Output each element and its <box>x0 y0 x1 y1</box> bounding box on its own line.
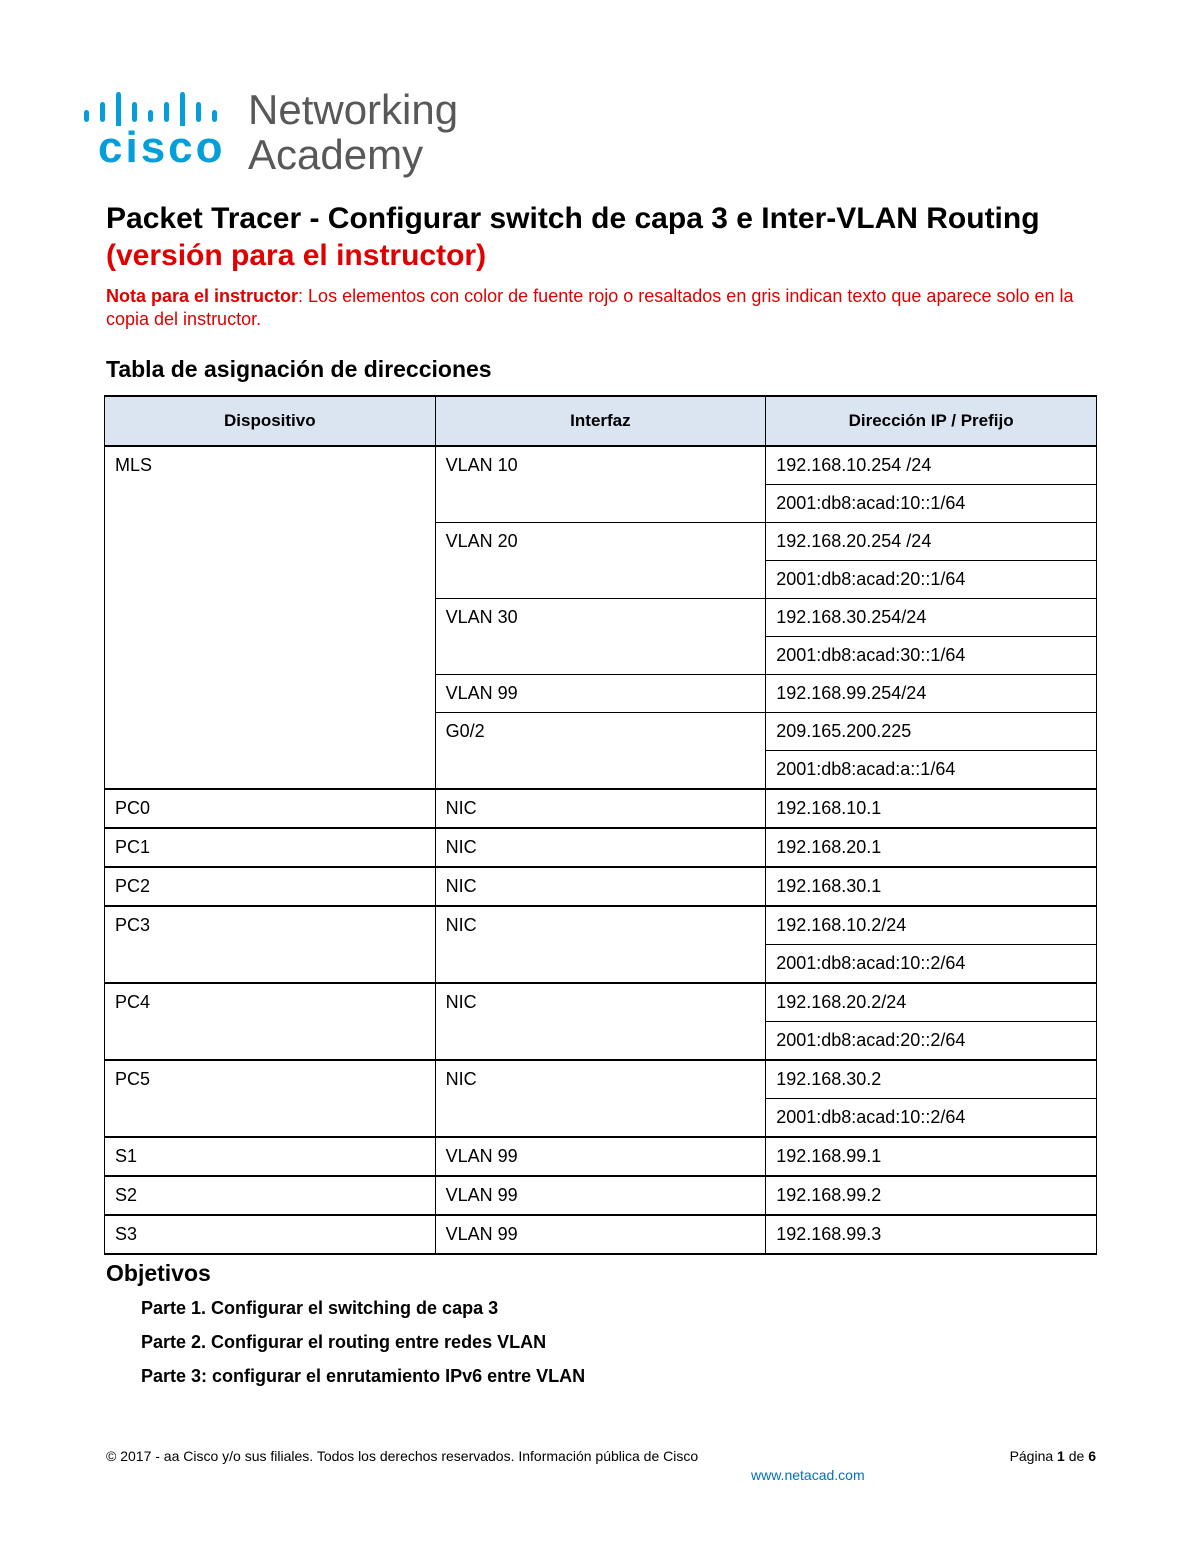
logo-line-networking: Networking <box>248 86 459 133</box>
cell-device: S2 <box>105 1176 436 1215</box>
cell-ip-address: 192.168.20.254 /24 <box>766 523 1097 561</box>
objectives-heading: Objetivos <box>106 1260 211 1286</box>
cell-device: PC1 <box>105 828 436 867</box>
cell-interface: VLAN 30 <box>435 599 766 675</box>
cell-interface: VLAN 99 <box>435 1215 766 1254</box>
cell-interface: VLAN 10 <box>435 446 766 523</box>
page-subtitle: (versión para el instructor) <box>106 239 487 272</box>
cell-device: PC5 <box>105 1060 436 1137</box>
cell-device: MLS <box>105 446 436 789</box>
cell-ip-address: 192.168.10.254 /24 <box>766 446 1097 485</box>
objective-item: Parte 3: configurar el enrutamiento IPv6 entre VLAN <box>141 1366 586 1386</box>
logo-brand: cisco <box>98 123 226 172</box>
page-label: Página <box>1009 1448 1054 1464</box>
page-of: de <box>1068 1448 1085 1464</box>
cell-ip-address: 192.168.10.2/24 <box>766 906 1097 945</box>
cell-interface: NIC <box>435 1060 766 1137</box>
instructor-note-label: Nota para el instructor <box>106 286 299 306</box>
footer-url-link[interactable]: www.netacad.com <box>751 1467 865 1483</box>
cell-device: S3 <box>105 1215 436 1254</box>
cell-ip-address: 192.168.30.254/24 <box>766 599 1097 637</box>
page-total: 6 <box>1088 1448 1096 1464</box>
table-row <box>105 828 1097 867</box>
table-row <box>105 1215 1097 1254</box>
column-header-device: Dispositivo <box>105 396 436 446</box>
addressing-table <box>104 395 1097 1255</box>
cell-interface: NIC <box>435 983 766 1060</box>
cisco-networking-academy-logo <box>84 84 484 184</box>
table-row <box>105 446 1097 485</box>
cell-interface: VLAN 99 <box>435 1176 766 1215</box>
table-row <box>105 983 1097 1022</box>
cell-device: PC0 <box>105 789 436 828</box>
cell-ip-address: 192.168.99.2 <box>766 1176 1097 1215</box>
table-row <box>105 1060 1097 1099</box>
column-header-interface: Interfaz <box>435 396 766 446</box>
objective-item: Parte 2. Configurar el routing entre redes VLAN <box>141 1332 547 1352</box>
column-header-ip: Dirección IP / Prefijo <box>766 396 1097 446</box>
cell-ip-address: 192.168.99.254/24 <box>766 675 1097 713</box>
cell-interface: NIC <box>435 828 766 867</box>
cell-interface: VLAN 20 <box>435 523 766 599</box>
table-row <box>105 1137 1097 1176</box>
cell-ip-address: 2001:db8:acad:10::2/64 <box>766 1099 1097 1138</box>
page-title: Packet Tracer - Configurar switch de capa 3 e Inter-VLAN Routing <box>106 202 1040 235</box>
cell-ip-address: 192.168.99.1 <box>766 1137 1097 1176</box>
cell-interface: VLAN 99 <box>435 1137 766 1176</box>
addressing-table-heading: Tabla de asignación de direcciones <box>106 356 492 382</box>
logo-line-academy: Academy <box>248 131 424 178</box>
addressing-table-body <box>105 446 1097 1254</box>
cell-interface: G0/2 <box>435 713 766 790</box>
objectives-list <box>141 1296 585 1398</box>
cell-ip-address: 192.168.10.1 <box>766 789 1097 828</box>
table-row <box>105 789 1097 828</box>
cell-ip-address: 2001:db8:acad:10::2/64 <box>766 945 1097 984</box>
cell-ip-address: 2001:db8:acad:20::1/64 <box>766 561 1097 599</box>
cisco-bars-icon <box>84 90 234 126</box>
objective-item: Parte 1. Configurar el switching de capa 3 <box>141 1298 499 1318</box>
cell-device: S1 <box>105 1137 436 1176</box>
page-current: 1 <box>1057 1448 1065 1464</box>
cell-interface: NIC <box>435 906 766 983</box>
cell-ip-address: 2001:db8:acad:20::2/64 <box>766 1022 1097 1061</box>
cell-ip-address: 192.168.20.1 <box>766 828 1097 867</box>
cell-interface: NIC <box>435 789 766 828</box>
footer-copyright: © 2017 - aa Cisco y/o sus filiales. Todos los derechos reservados. Información pública de Cisco <box>106 1448 699 1464</box>
cell-device: PC4 <box>105 983 436 1060</box>
cell-ip-address: 192.168.30.1 <box>766 867 1097 906</box>
instructor-note <box>106 285 1096 331</box>
cell-interface: VLAN 99 <box>435 675 766 713</box>
table-row <box>105 1176 1097 1215</box>
table-row <box>105 867 1097 906</box>
table-header-row <box>105 396 1097 446</box>
instructor-note-text: : Los elementos con color de fuente rojo o resaltados en gris indican texto que aparece solo en la copia del instructor. <box>106 286 1074 329</box>
cell-ip-address: 209.165.200.225 <box>766 713 1097 751</box>
cell-ip-address: 192.168.30.2 <box>766 1060 1097 1099</box>
cell-ip-address: 192.168.20.2/24 <box>766 983 1097 1022</box>
cell-ip-address: 2001:db8:acad:10::1/64 <box>766 485 1097 523</box>
cell-ip-address: 2001:db8:acad:30::1/64 <box>766 637 1097 675</box>
cell-device: PC3 <box>105 906 436 983</box>
footer-page-number <box>1010 1447 1096 1465</box>
cell-ip-address: 192.168.99.3 <box>766 1215 1097 1254</box>
cell-device: PC2 <box>105 867 436 906</box>
table-row <box>105 906 1097 945</box>
cell-ip-address: 2001:db8:acad:a::1/64 <box>766 751 1097 790</box>
cell-interface: NIC <box>435 867 766 906</box>
